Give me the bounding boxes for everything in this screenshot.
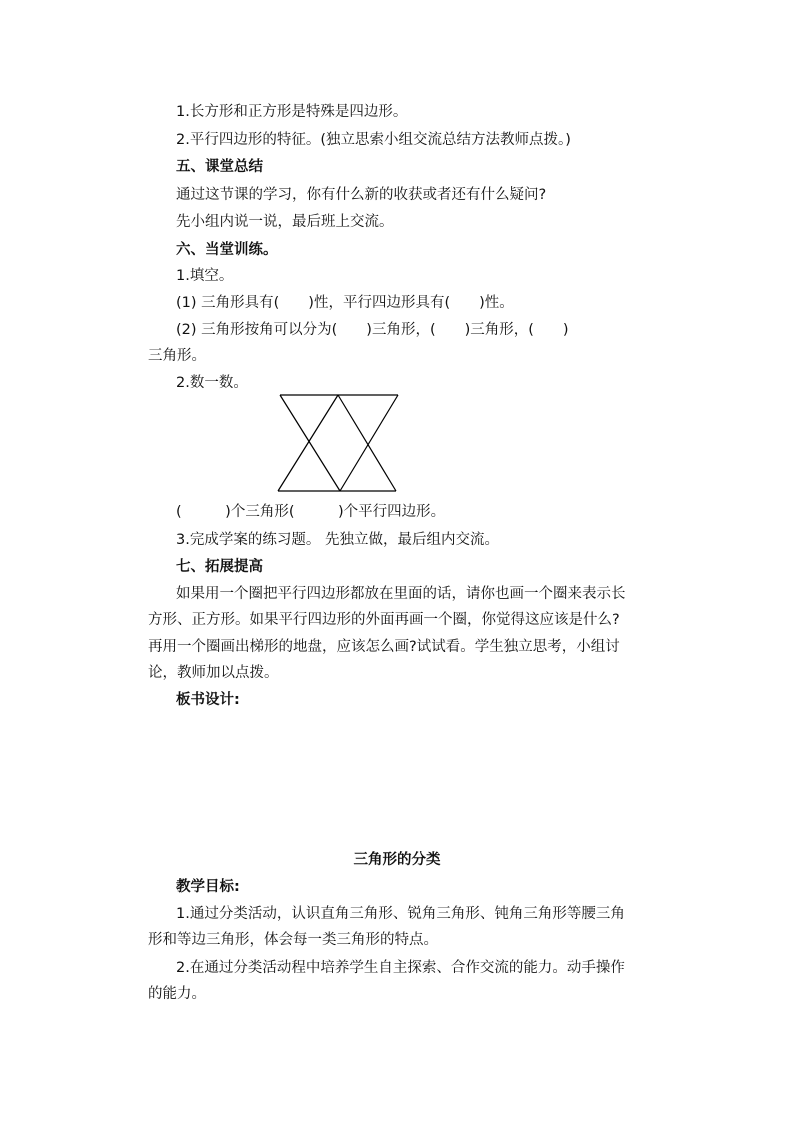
fill-in-question-1: (1) 三角形具有( )性，平行四边形具有( )性。 [176,295,514,311]
goal-2-line-2: 的能力。 [148,986,206,1002]
line-11: 3.完成学案的练习题。 先独立做，最后组内交流。 [176,532,499,548]
goal-1-line-2: 形和等边三角形，体会每一类三角形的特点。 [148,932,438,948]
triangles-figure [276,393,402,493]
line-1: 1.长方形和正方形是特殊是四边形。 [176,104,408,120]
count-heading: 2.数一数。 [176,375,248,391]
paragraph-line-4: 论，教师加以点拨。 [148,665,279,681]
heading-summary: 五、课堂总结 [176,159,263,175]
paragraph-line-1: 如果用一个圈把平行四边形都放在里面的话，请你也画一个圈来表示长 [176,586,626,602]
goals-heading: 教学目标: [176,879,240,895]
paragraph-line-2: 方形、正方形。如果平行四边形的外面再画一个圈，你觉得这应该是什么? [148,612,620,628]
diagonal-line-2 [278,395,338,491]
line-5: 1.填空。 [176,268,234,284]
goal-1-line-1: 1.通过分类活动，认识直角三角形、锐角三角形、钝角三角形等腰三角 [176,906,625,922]
fill-in-question-2: (2) 三角形按角可以分为( )三角形，( )三角形，( ) [176,322,569,338]
paragraph-line-3: 再用一个圈画出梯形的地盘，应该怎么画?试试看。学生独立思考，小组讨 [148,639,620,655]
board-design-label: 板书设计: [176,692,240,708]
diagonal-line-3 [338,395,396,491]
line-4: 先小组内说一说，最后班上交流。 [176,214,394,230]
diagonal-line-1 [280,395,340,491]
count-answer-line: ( )个三角形( )个平行四边形。 [176,504,446,520]
goal-2-line-1: 2.在通过分类活动程中培养学生自主探索、合作交流的能力。动手操作 [176,960,625,976]
heading-extension: 七、拓展提高 [176,559,263,575]
line-3: 通过这节课的学习，你有什么新的收获或者还有什么疑问? [176,187,547,203]
diagonal-line-4 [340,395,398,491]
line-2: 2.平行四边形的特征。(独立思索小组交流总结方法教师点拨。) [176,132,571,148]
fill-in-question-2-cont: 三角形。 [148,348,206,364]
heading-practice: 六、当堂训练。 [176,242,278,258]
section-title: 三角形的分类 [353,852,441,868]
